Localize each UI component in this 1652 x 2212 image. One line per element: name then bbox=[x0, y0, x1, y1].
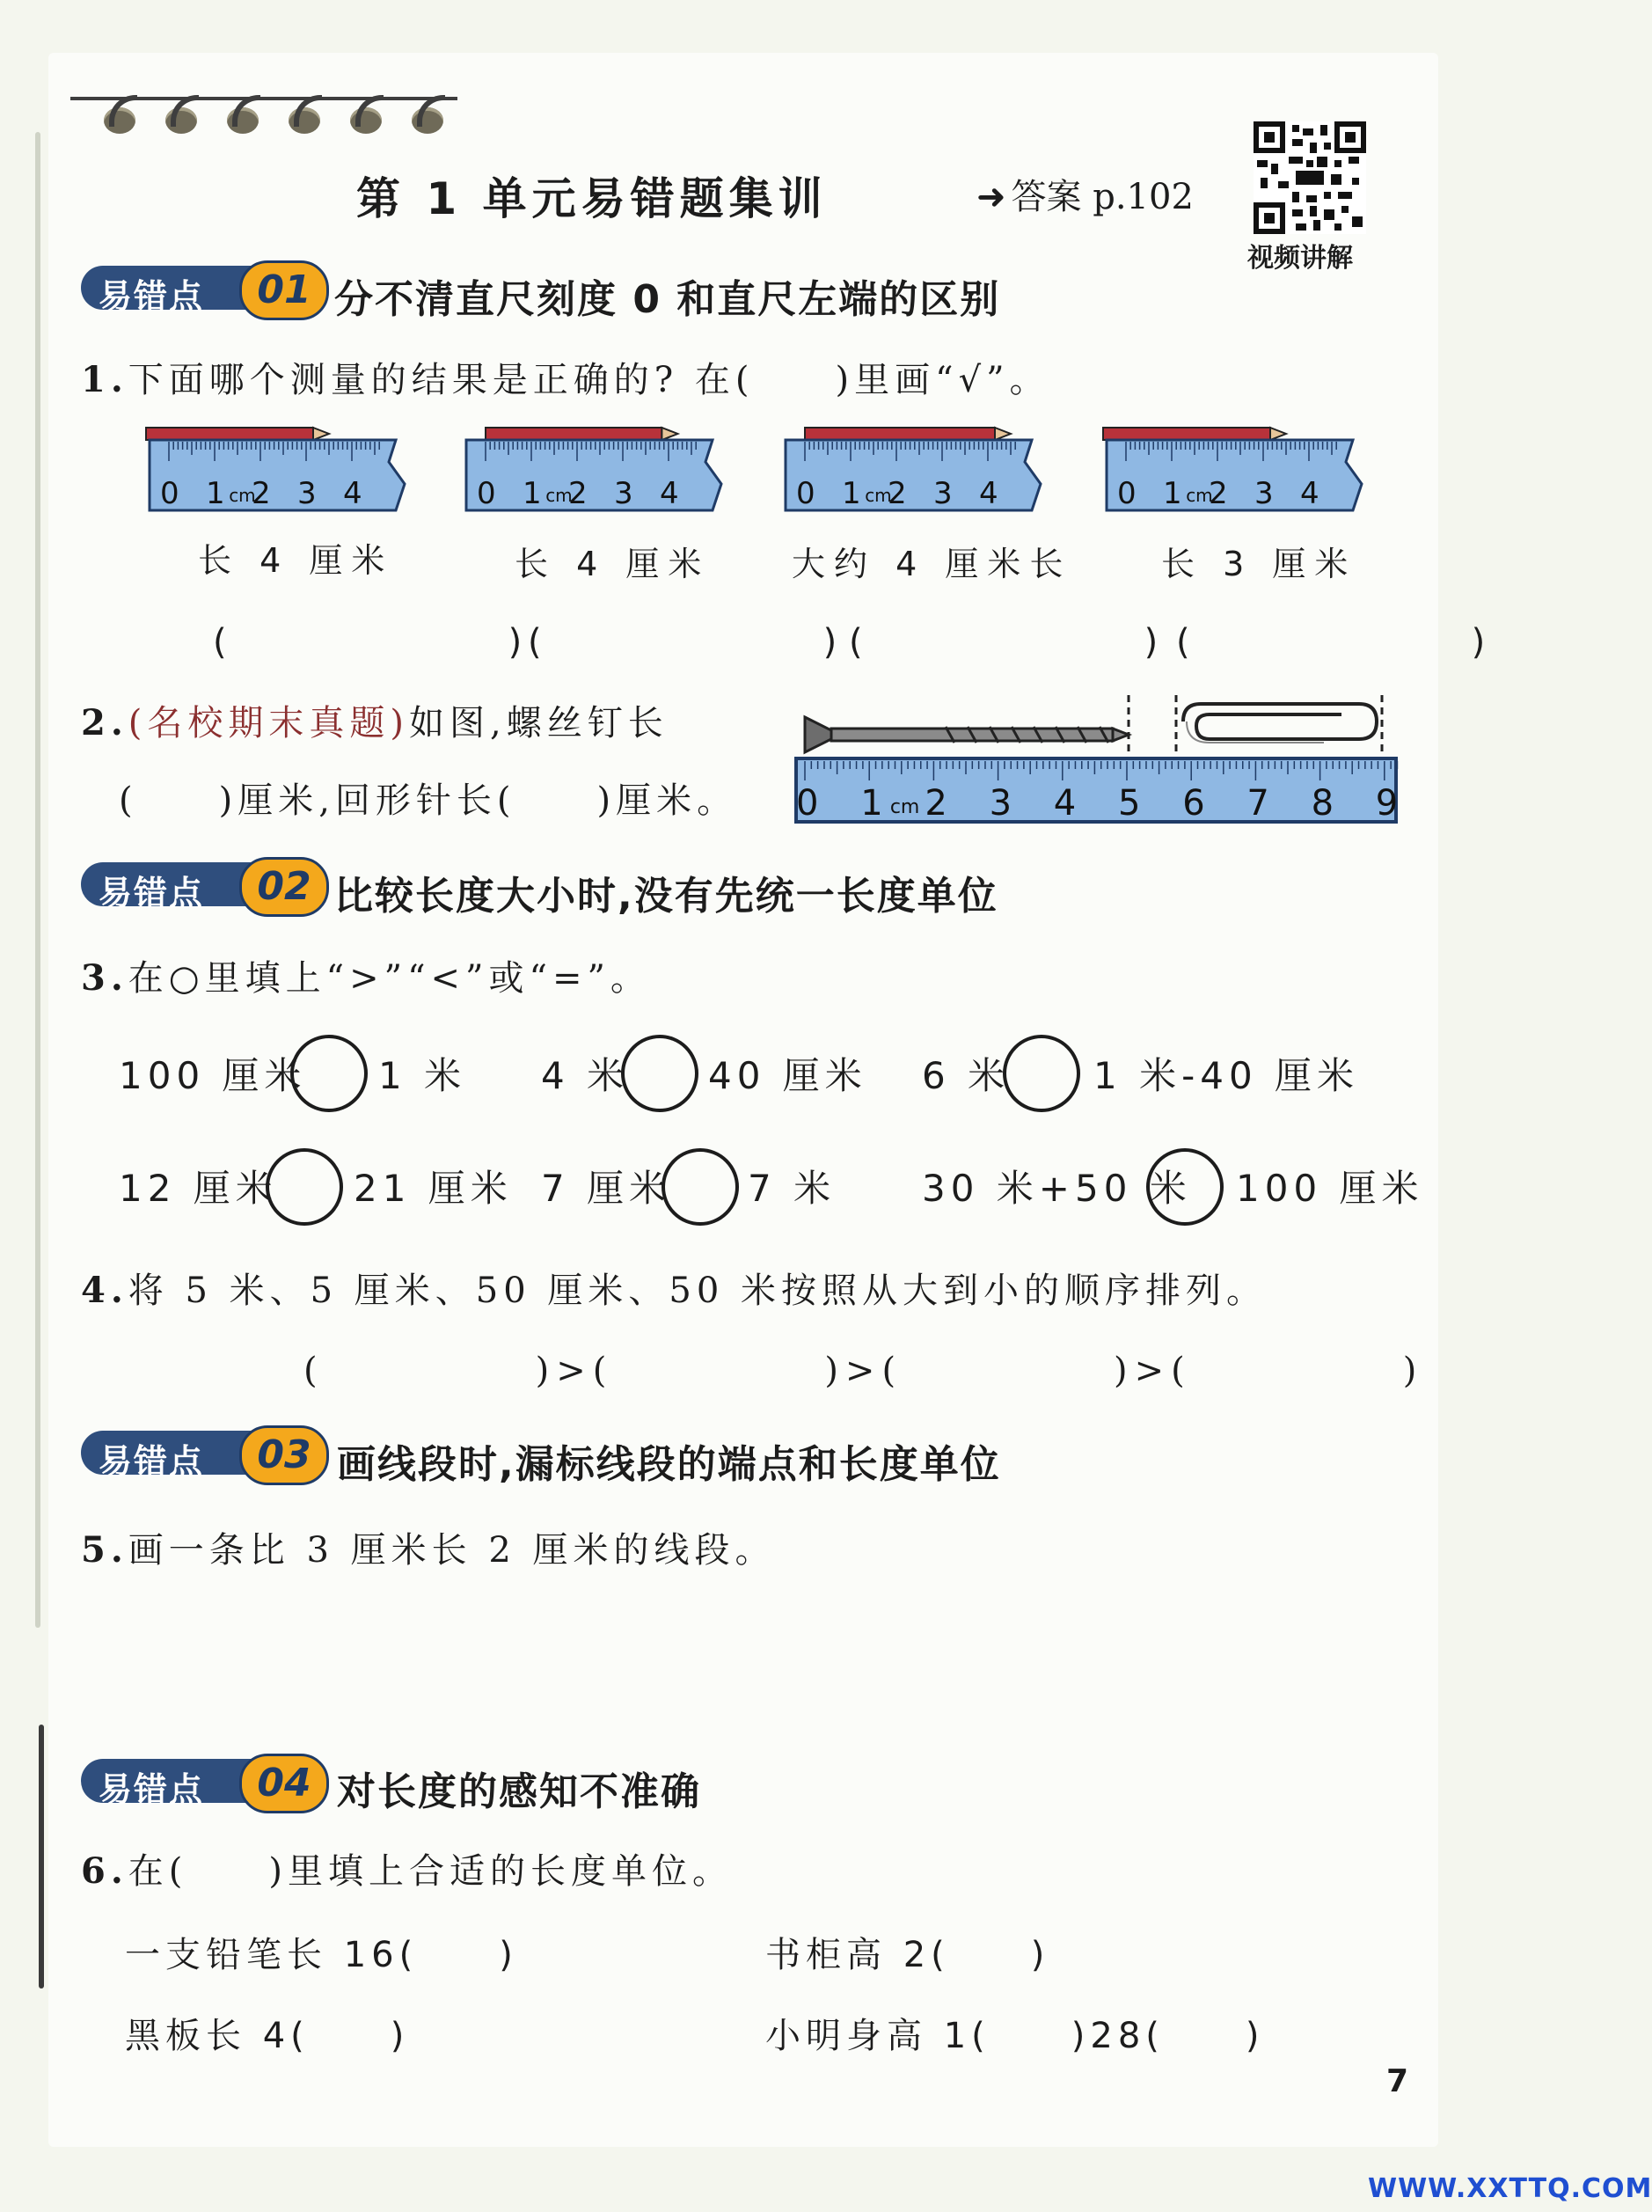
ruler-tick-label: 2 bbox=[568, 476, 588, 511]
badge-number: 03 bbox=[239, 1425, 329, 1485]
ruler-tick-label: 5 bbox=[1118, 783, 1141, 824]
pencil-icon bbox=[805, 428, 1011, 440]
page-edge-dark bbox=[39, 1725, 44, 1989]
ruler-tick-label: cm bbox=[889, 796, 920, 818]
question-5 bbox=[81, 1522, 776, 1572]
answer-blank[interactable]: ( ) bbox=[528, 622, 908, 663]
question-number: 2. bbox=[81, 702, 128, 743]
ruler-tick-label: cm bbox=[229, 485, 256, 506]
answer-blank[interactable]: ( ) bbox=[213, 622, 593, 663]
ruler-tick-label: 0 bbox=[1117, 476, 1137, 511]
ruler-with-pencil bbox=[1107, 422, 1371, 519]
binding-ring bbox=[104, 95, 135, 134]
pencil-icon bbox=[146, 428, 329, 440]
ruler-tick-label: cm bbox=[865, 485, 892, 506]
q2-figure bbox=[796, 686, 1403, 827]
question-text: 将 5 米、5 厘米、50 厘米、50 米按照从大到小的顺序排列。 bbox=[128, 1271, 1268, 1311]
ruler-tick-label: 7 bbox=[1246, 783, 1269, 824]
ruler bbox=[1107, 440, 1362, 510]
question-2 bbox=[81, 695, 669, 745]
question-3 bbox=[81, 950, 651, 1000]
compare-left: 30 米+50 米 bbox=[922, 1167, 1192, 1210]
compare-circle[interactable] bbox=[1003, 1035, 1080, 1112]
question-number: 1. bbox=[81, 359, 128, 400]
ruler-tick-label: 3 bbox=[989, 783, 1012, 824]
badge-number: 02 bbox=[239, 857, 329, 917]
unit-blank-item[interactable]: 一支铅笔长 16( ) bbox=[125, 1935, 518, 1975]
ruler-tick-label: 2 bbox=[252, 476, 271, 511]
ruler-tick-label: 8 bbox=[1311, 783, 1334, 824]
ruler-tick-label: cm bbox=[545, 485, 573, 506]
question-tag: (名校期末真题) bbox=[128, 703, 409, 743]
pencil-icon bbox=[486, 428, 677, 440]
ruler-tick-label: 1 bbox=[206, 476, 225, 511]
ruler-tick-label: 3 bbox=[933, 476, 953, 511]
qr-caption: 视频讲解 bbox=[1247, 243, 1353, 274]
question-2-blanks[interactable]: ( )厘米,回形针长( )厘米。 bbox=[119, 780, 738, 821]
compare-left: 6 米 bbox=[922, 1054, 1011, 1097]
question-text: 在( )里填上合适的长度单位。 bbox=[128, 1851, 733, 1892]
badge-label: 易错点 bbox=[99, 1442, 205, 1481]
ruler bbox=[150, 440, 405, 510]
ruler-tick-label: 4 bbox=[979, 476, 998, 511]
question-number: 4. bbox=[81, 1270, 128, 1311]
section-badge bbox=[81, 1755, 336, 1809]
compare-circle[interactable] bbox=[1146, 1148, 1224, 1226]
ruler bbox=[466, 440, 721, 510]
question-text: 下面哪个测量的结果是正确的? 在( )里画“√”。 bbox=[128, 360, 1050, 400]
question-text: 画一条比 3 厘米长 2 厘米的线段。 bbox=[128, 1530, 776, 1571]
compare-right: 100 厘米 bbox=[1236, 1167, 1424, 1210]
question-6 bbox=[81, 1843, 733, 1893]
ruler-tick-label: 6 bbox=[1182, 783, 1205, 824]
compare-right: 21 厘米 bbox=[354, 1167, 513, 1210]
ruler-tick-label: 4 bbox=[660, 476, 679, 511]
binding-ring bbox=[350, 95, 382, 134]
ruler-with-pencil bbox=[150, 422, 413, 519]
ruler-tick-label: 2 bbox=[888, 476, 907, 511]
ruler-with-pencil bbox=[786, 422, 1049, 519]
ruler-tick-label: cm bbox=[1186, 485, 1213, 506]
compare-left: 12 厘米 bbox=[119, 1167, 278, 1210]
badge-label: 易错点 bbox=[99, 874, 205, 912]
pencil-icon bbox=[1103, 428, 1286, 440]
screw-icon bbox=[805, 717, 1129, 752]
answer-reference bbox=[976, 169, 1194, 219]
question-1 bbox=[81, 352, 1050, 402]
question-text: 在○里填上“>”“<”或“=”。 bbox=[128, 958, 651, 999]
section-title: 比较长度大小时,没有先统一长度单位 bbox=[334, 874, 998, 919]
compare-right: 40 厘米 bbox=[708, 1054, 867, 1097]
option-label: 长 4 厘米 bbox=[198, 541, 394, 580]
question-4 bbox=[81, 1263, 1267, 1313]
question-number: 3. bbox=[81, 957, 128, 999]
answer-text: 答案 p.102 bbox=[1011, 177, 1194, 217]
ruler-tick-label: 0 bbox=[477, 476, 496, 511]
badge-number: 01 bbox=[239, 260, 329, 320]
ruler-tick-label: 3 bbox=[1254, 476, 1274, 511]
unit-blank-item[interactable]: 小明身高 1( )28( ) bbox=[765, 2016, 1265, 2056]
compare-circle[interactable] bbox=[290, 1035, 368, 1112]
ruler-tick-label: 1 bbox=[1163, 476, 1182, 511]
question-number: 6. bbox=[81, 1850, 128, 1892]
ruler-tick-label: 1 bbox=[860, 783, 883, 824]
badge-label: 易错点 bbox=[99, 1770, 205, 1809]
ruler-tick-label: 0 bbox=[796, 476, 815, 511]
question-number: 5. bbox=[81, 1529, 128, 1571]
ruler-tick-label: 3 bbox=[614, 476, 633, 511]
compare-circle[interactable] bbox=[266, 1148, 343, 1226]
ruler-tick-label: 0 bbox=[796, 783, 819, 824]
unit-blank-item[interactable]: 书柜高 2( ) bbox=[765, 1935, 1050, 1975]
ruler bbox=[796, 758, 1399, 824]
compare-right: 1 米-40 厘米 bbox=[1093, 1054, 1360, 1097]
site-watermark: WWW.XXTTQ.COM bbox=[1368, 2173, 1652, 2204]
ruler-tick-label: 2 bbox=[1209, 476, 1228, 511]
binding-ring bbox=[227, 95, 259, 134]
arrow-right-icon: ➜ bbox=[976, 177, 1006, 217]
section-title: 画线段时,漏标线段的端点和长度单位 bbox=[337, 1442, 1001, 1487]
option-label: 大约 4 厘米长 bbox=[792, 545, 1072, 583]
drawing-area[interactable] bbox=[119, 1584, 1350, 1733]
section-badge bbox=[81, 859, 336, 910]
option-label: 长 3 厘米 bbox=[1161, 545, 1357, 583]
binding-ring bbox=[165, 95, 197, 134]
ruler-tick-label: 3 bbox=[297, 476, 317, 511]
section-title: 对长度的感知不准确 bbox=[337, 1769, 701, 1814]
ruler-with-pencil bbox=[466, 422, 730, 519]
page-number: 7 bbox=[1386, 2063, 1409, 2099]
compare-right: 7 米 bbox=[748, 1167, 837, 1210]
ruler-tick-label: 4 bbox=[1053, 783, 1077, 824]
unit-blank-item[interactable]: 黑板长 4( ) bbox=[125, 2016, 410, 2056]
compare-right: 1 米 bbox=[378, 1054, 467, 1097]
ruler-tick-label: 9 bbox=[1375, 783, 1399, 824]
qr-code-icon[interactable] bbox=[1254, 121, 1366, 234]
page-title: 第 1 单元易错题集训 bbox=[356, 173, 828, 224]
ruler-tick-label: 0 bbox=[160, 476, 179, 511]
section-title: 分不清直尺刻度 0 和直尺左端的区别 bbox=[334, 277, 1001, 322]
ruler-tick-label: 1 bbox=[523, 476, 542, 511]
question-text: 如图,螺丝钉长 bbox=[408, 703, 669, 743]
section-badge bbox=[81, 262, 336, 316]
compare-left: 4 米 bbox=[541, 1054, 630, 1097]
ruler-tick-label: 4 bbox=[343, 476, 362, 511]
page-edge bbox=[35, 132, 40, 1628]
answer-blank[interactable]: ( ) bbox=[849, 622, 1229, 663]
ruler bbox=[786, 440, 1041, 510]
compare-circle[interactable] bbox=[621, 1035, 698, 1112]
badge-number: 04 bbox=[239, 1754, 329, 1813]
ruler-tick-label: 2 bbox=[925, 783, 947, 824]
badge-label: 易错点 bbox=[99, 277, 205, 316]
binding-ring bbox=[412, 95, 443, 134]
order-answer-line[interactable]: ( )>( )>( )>( ) bbox=[303, 1351, 1424, 1391]
ruler-tick-label: 1 bbox=[842, 476, 861, 511]
paperclip-icon bbox=[1183, 704, 1377, 743]
compare-left: 100 厘米 bbox=[119, 1054, 307, 1097]
compare-left: 7 厘米 bbox=[541, 1167, 672, 1210]
section-badge bbox=[81, 1427, 336, 1481]
option-label: 长 4 厘米 bbox=[515, 545, 711, 583]
ruler-tick-label: 4 bbox=[1300, 476, 1319, 511]
binding-ring bbox=[289, 95, 320, 134]
answer-blank[interactable]: ( ) bbox=[1176, 622, 1556, 663]
compare-circle[interactable] bbox=[662, 1148, 739, 1226]
